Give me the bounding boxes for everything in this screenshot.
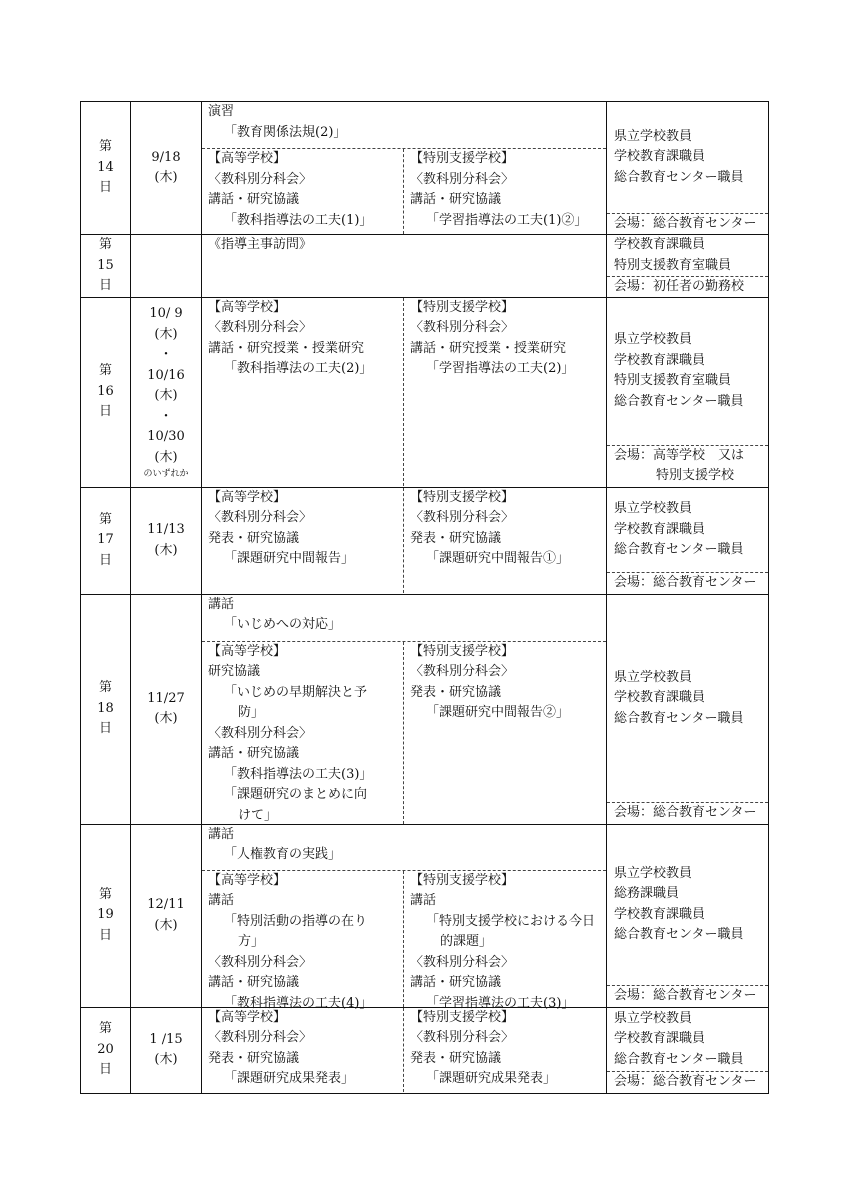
venue bbox=[607, 445, 768, 487]
text-line: 講話・研究協議 bbox=[208, 746, 300, 761]
text-line: 「人権教育の実践」 bbox=[224, 847, 342, 862]
text-line: 1 /15 bbox=[149, 1031, 183, 1047]
text-line: けて」 bbox=[238, 807, 278, 823]
text-line: 第 bbox=[98, 363, 112, 379]
text-line: 講話・研究協議 bbox=[208, 975, 300, 990]
text-line: 県立学校教員 bbox=[614, 865, 693, 881]
text-line: 「学習指導法の工夫(1)②」 bbox=[426, 212, 588, 228]
text-line: 日 bbox=[98, 721, 112, 737]
date-cell bbox=[131, 594, 202, 824]
text-line: 14 bbox=[97, 159, 114, 175]
text-line: 日 bbox=[98, 404, 112, 420]
high-school-column bbox=[202, 1008, 404, 1092]
text-line: (木) bbox=[154, 449, 178, 465]
text-line: 第 bbox=[98, 1021, 112, 1037]
text-line: (木) bbox=[154, 326, 178, 342]
venue bbox=[607, 985, 768, 1007]
text-line: 【特別支援学校】 bbox=[410, 1009, 515, 1025]
date-cell bbox=[131, 1007, 202, 1093]
text-line: 【特別支援学校】 bbox=[410, 299, 515, 315]
text-line: (木) bbox=[154, 170, 178, 185]
school-split bbox=[202, 149, 606, 234]
text-line: 10/30 bbox=[147, 429, 185, 444]
school-split bbox=[202, 488, 606, 593]
schedule-row bbox=[81, 594, 769, 824]
staff-cell bbox=[607, 235, 769, 298]
staff-list bbox=[607, 235, 768, 276]
text-line: 会場：総合教育センター bbox=[614, 215, 757, 231]
text-line: 《指導主事訪問》 bbox=[208, 237, 313, 252]
text-line: 発表・研究協議 bbox=[410, 1050, 502, 1066]
text-line: 講話・研究協議 bbox=[410, 975, 502, 990]
text-line: 日 bbox=[98, 180, 112, 196]
text-line: 【特別支援学校】 bbox=[410, 151, 515, 166]
text-line: 発表・研究協議 bbox=[410, 684, 502, 700]
text-line: 「教科指導法の工夫(2)」 bbox=[224, 361, 373, 376]
text-line: 10/16 bbox=[147, 367, 185, 383]
text-line: 県立学校教員 bbox=[614, 128, 693, 144]
text-line: 〈教科別分科会〉 bbox=[208, 725, 313, 741]
text-line: 「課題研究のまとめに向 bbox=[224, 787, 368, 802]
schedule-row bbox=[81, 297, 769, 487]
text-line: 会場：総合教育センター bbox=[614, 575, 757, 590]
schedule-row bbox=[81, 824, 769, 1007]
text-line: 総合教育センター職員 bbox=[614, 542, 744, 557]
text-line: 県立学校教員 bbox=[614, 669, 693, 685]
staff-list bbox=[607, 1008, 768, 1072]
text-line: 17 bbox=[97, 532, 114, 548]
staff-cell bbox=[607, 594, 769, 824]
day-cell bbox=[81, 487, 131, 594]
text-line: 「教科指導法の工夫(3)」 bbox=[224, 766, 373, 782]
text-line: 「課題研究中間報告」 bbox=[224, 551, 355, 566]
staff-list bbox=[607, 488, 768, 573]
text-line: 県立学校教員 bbox=[614, 332, 693, 347]
text-line: 総合教育センター職員 bbox=[614, 710, 744, 726]
text-line: 研究協議 bbox=[208, 664, 261, 679]
text-line: 学校教育課職員 bbox=[614, 1031, 706, 1046]
text-line: 演習 bbox=[208, 104, 235, 119]
content-cell bbox=[202, 1007, 607, 1093]
day-cell bbox=[81, 297, 131, 487]
text-line: 第 bbox=[98, 139, 112, 155]
text-line: 総合教育センター職員 bbox=[614, 927, 744, 943]
date-cell bbox=[131, 235, 202, 298]
venue bbox=[607, 1071, 768, 1093]
text-line: 【特別支援学校】 bbox=[410, 643, 515, 659]
content-cell bbox=[202, 594, 607, 824]
high-school-column bbox=[202, 488, 404, 593]
text-line: 第 bbox=[98, 237, 112, 252]
date-note: のいずれか bbox=[143, 469, 189, 479]
text-line: 総合教育センター職員 bbox=[614, 169, 744, 185]
common-session bbox=[202, 235, 606, 256]
text-line: 日 bbox=[98, 552, 112, 568]
text-line: 【高等学校】 bbox=[208, 299, 287, 315]
text-line: 〈教科別分科会〉 bbox=[208, 1030, 313, 1045]
text-line: (木) bbox=[154, 388, 178, 403]
text-line: 「いじめの早期解決と予 bbox=[224, 684, 368, 700]
staff-list bbox=[607, 825, 768, 986]
text-line: 発表・研究協議 bbox=[208, 1050, 300, 1066]
staff-cell bbox=[607, 1007, 769, 1093]
text-line: 方」 bbox=[238, 934, 265, 949]
venue bbox=[607, 213, 768, 235]
text-line: 会場：総合教育センター bbox=[614, 805, 757, 820]
text-line: 日 bbox=[98, 278, 112, 293]
text-line: 〈教科別分科会〉 bbox=[410, 954, 515, 970]
day-cell bbox=[81, 235, 131, 298]
text-line: 講話・研究授業・授業研究 bbox=[208, 340, 365, 356]
text-line: 県立学校教員 bbox=[614, 1010, 693, 1026]
high-school-column bbox=[202, 149, 404, 234]
venue bbox=[607, 276, 768, 298]
text-line: 19 bbox=[97, 907, 114, 923]
text-line: 第 bbox=[98, 886, 112, 902]
content-cell bbox=[202, 487, 607, 594]
staff-cell bbox=[607, 102, 769, 235]
staff-list bbox=[607, 298, 768, 445]
special-school-column bbox=[404, 1008, 606, 1092]
text-line: 「いじめへの対応」 bbox=[224, 617, 342, 632]
text-line: 18 bbox=[97, 700, 114, 716]
special-school-column bbox=[404, 871, 606, 1011]
text-line: 発表・研究協議 bbox=[410, 530, 502, 546]
text-line: 県立学校教員 bbox=[614, 501, 693, 516]
schedule-table bbox=[80, 101, 769, 1094]
text-line: 〈教科別分科会〉 bbox=[410, 171, 515, 187]
text-line: 会場：高等学校 又は bbox=[614, 447, 745, 463]
content-cell bbox=[202, 235, 607, 298]
text-line: 総合教育センター職員 bbox=[614, 393, 744, 409]
special-school-column bbox=[404, 642, 606, 824]
special-school-column bbox=[404, 488, 606, 593]
common-session bbox=[202, 102, 606, 149]
text-line: 【高等学校】 bbox=[208, 872, 287, 888]
text-line: 第 bbox=[98, 680, 112, 696]
high-school-column bbox=[202, 871, 404, 1011]
text-line: 〈教科別分科会〉 bbox=[208, 954, 313, 970]
text-line: 学校教育課職員 bbox=[614, 149, 706, 164]
text-line: 【高等学校】 bbox=[208, 1009, 287, 1025]
common-session bbox=[202, 825, 606, 871]
date-cell bbox=[131, 102, 202, 235]
text-line: 【特別支援学校】 bbox=[410, 489, 515, 505]
text-line: 会場：初任者の勤務校 bbox=[614, 279, 745, 294]
staff-cell bbox=[607, 297, 769, 487]
staff-list bbox=[607, 102, 768, 213]
text-line: 講話 bbox=[208, 596, 235, 612]
special-school-column bbox=[404, 298, 606, 486]
schedule-row bbox=[81, 235, 769, 298]
date-cell bbox=[131, 297, 202, 487]
school-split bbox=[202, 1008, 606, 1092]
text-line: 特別支援教育室職員 bbox=[614, 257, 732, 273]
text-line: 総合教育センター職員 bbox=[614, 1051, 744, 1067]
text-line: 学校教育課職員 bbox=[614, 690, 706, 705]
schedule-row bbox=[81, 487, 769, 594]
text-line: 学校教育課職員 bbox=[614, 237, 706, 252]
text-line: (木) bbox=[154, 711, 178, 726]
text-line: (木) bbox=[154, 542, 178, 558]
text-line: ・ bbox=[159, 347, 173, 362]
school-split bbox=[202, 871, 606, 1011]
staff-cell bbox=[607, 487, 769, 594]
text-line: 総務課職員 bbox=[614, 886, 680, 902]
text-line: 講話・研究授業・授業研究 bbox=[410, 340, 567, 356]
text-line: 日 bbox=[98, 1062, 112, 1078]
text-line: 「課題研究中間報告②」 bbox=[426, 705, 570, 720]
schedule-body bbox=[81, 102, 769, 1094]
text-line: 日 bbox=[98, 927, 112, 943]
text-line: 会場：総合教育センター bbox=[614, 988, 757, 1003]
text-line: 講話 bbox=[208, 826, 235, 842]
school-split bbox=[202, 298, 606, 486]
text-line: ・ bbox=[159, 408, 173, 424]
text-line: 「教育関係法規(2)」 bbox=[224, 124, 347, 140]
text-line: 特別支援教育室職員 bbox=[614, 373, 732, 388]
staff-cell bbox=[607, 824, 769, 1007]
text-line: 特別支援学校 bbox=[656, 468, 735, 483]
text-line: 【高等学校】 bbox=[208, 643, 287, 659]
day-cell bbox=[81, 102, 131, 235]
text-line: 〈教科別分科会〉 bbox=[410, 664, 515, 679]
venue bbox=[607, 802, 768, 824]
content-cell bbox=[202, 297, 607, 487]
text-line: 15 bbox=[97, 257, 114, 273]
text-line: 〈教科別分科会〉 bbox=[208, 171, 313, 187]
text-line: 「特別支援学校における今日 bbox=[426, 913, 596, 929]
text-line: 講話・研究協議 bbox=[410, 192, 502, 207]
text-line: 20 bbox=[97, 1041, 114, 1057]
schedule-row bbox=[81, 102, 769, 235]
text-line: 〈教科別分科会〉 bbox=[410, 320, 515, 335]
day-cell bbox=[81, 594, 131, 824]
staff-list bbox=[607, 595, 768, 803]
text-line: 学校教育課職員 bbox=[614, 521, 706, 537]
text-line: 講話・研究協議 bbox=[208, 192, 300, 207]
content-cell bbox=[202, 824, 607, 1011]
text-line: 11/27 bbox=[147, 690, 185, 706]
text-line: 「課題研究成果発表」 bbox=[426, 1071, 557, 1086]
text-line: 〈教科別分科会〉 bbox=[208, 320, 313, 335]
text-line: 「学習指導法の工夫(3)」 bbox=[426, 995, 575, 1011]
high-school-column bbox=[202, 298, 404, 486]
date-cell bbox=[131, 824, 202, 1007]
text-line: 〈教科別分科会〉 bbox=[208, 510, 313, 525]
text-line: 12/11 bbox=[147, 897, 185, 912]
common-session bbox=[202, 595, 606, 642]
date-cell bbox=[131, 487, 202, 594]
text-line: 「課題研究成果発表」 bbox=[224, 1071, 355, 1086]
text-line: 講話 bbox=[208, 893, 235, 908]
content-cell bbox=[202, 102, 607, 235]
text-line: 「教科指導法の工夫(1)」 bbox=[224, 212, 373, 228]
schedule-row bbox=[81, 1007, 769, 1093]
text-line: 講話 bbox=[410, 893, 437, 908]
text-line: 「学習指導法の工夫(2)」 bbox=[426, 361, 575, 376]
text-line: 〈教科別分科会〉 bbox=[410, 510, 515, 525]
text-line: 10/ 9 bbox=[149, 306, 183, 321]
text-line: 学校教育課職員 bbox=[614, 352, 706, 368]
text-line: 9/18 bbox=[151, 149, 181, 165]
text-line: 【高等学校】 bbox=[208, 151, 287, 166]
school-split bbox=[202, 642, 606, 824]
high-school-column bbox=[202, 642, 404, 824]
text-line: 〈教科別分科会〉 bbox=[410, 1030, 515, 1045]
venue bbox=[607, 572, 768, 594]
text-line: 【特別支援学校】 bbox=[410, 872, 515, 888]
day-cell bbox=[81, 1007, 131, 1093]
text-line: 【高等学校】 bbox=[208, 489, 287, 505]
text-line: 16 bbox=[97, 383, 114, 399]
text-line: (木) bbox=[154, 917, 178, 933]
text-line: (木) bbox=[154, 1052, 178, 1067]
special-school-column bbox=[404, 149, 606, 234]
text-line: 「教科指導法の工夫(4)」 bbox=[224, 995, 373, 1011]
text-line: 11/13 bbox=[147, 522, 185, 537]
text-line: 会場：総合教育センター bbox=[614, 1074, 757, 1089]
text-line: 発表・研究協議 bbox=[208, 530, 300, 546]
text-line: 第 bbox=[98, 511, 112, 527]
text-line: 的課題」 bbox=[440, 934, 493, 949]
text-line: 防」 bbox=[238, 705, 265, 720]
text-line: 学校教育課職員 bbox=[614, 906, 706, 922]
text-line: 「特別活動の指導の在り bbox=[224, 913, 368, 929]
day-cell bbox=[81, 824, 131, 1007]
text-line: 「課題研究中間報告①」 bbox=[426, 551, 570, 566]
